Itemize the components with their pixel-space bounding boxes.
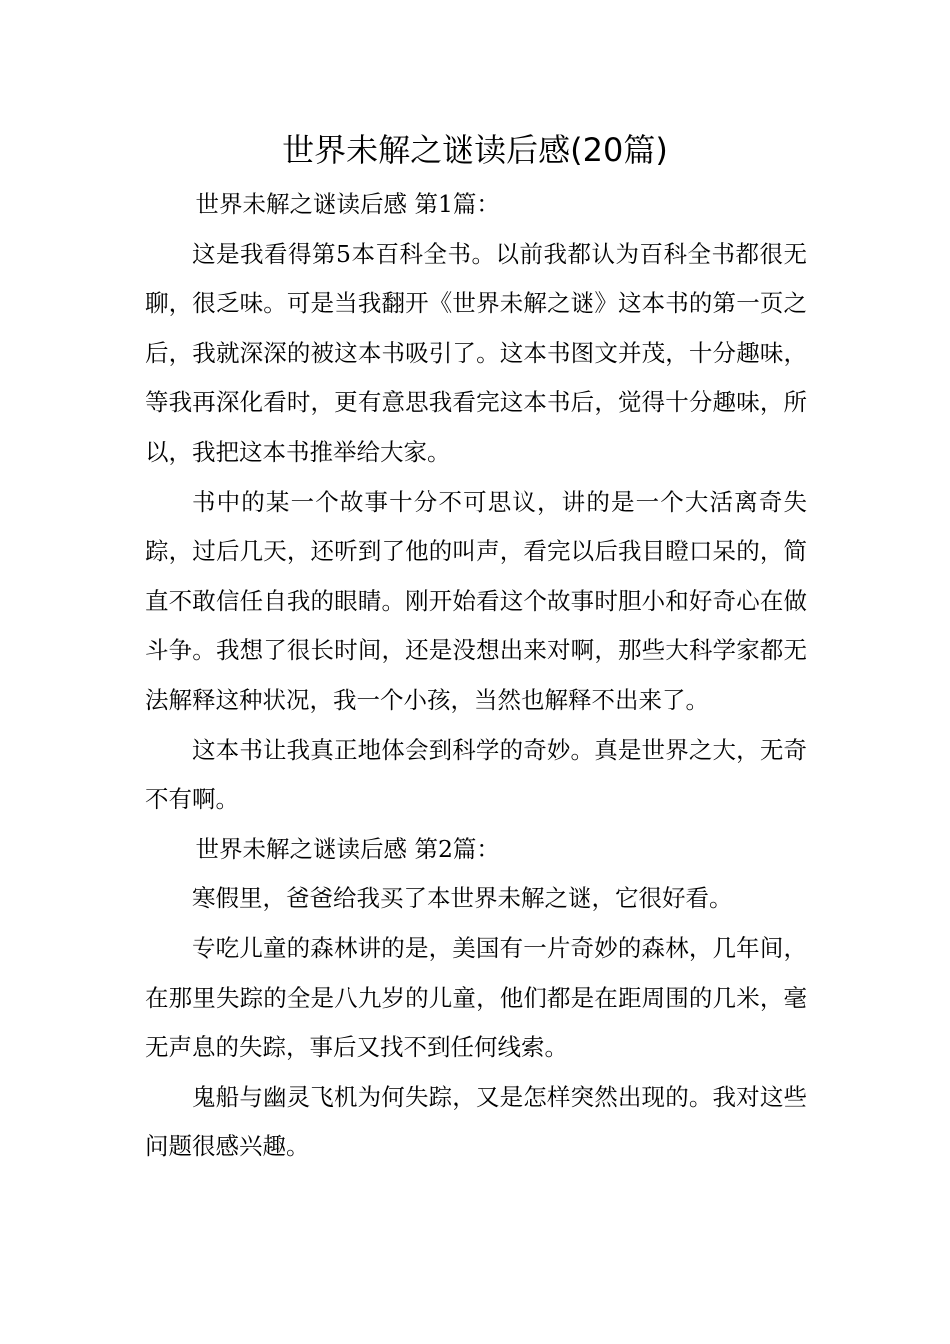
document-body [145,180,807,1172]
paragraph: 专吃儿童的森林讲的是，美国有一片奇妙的森林，几年间，在那里失踪的全是八九岁的儿童，他们都是在距周围的几米，毫无声息的失踪，事后又找不到任何线索。 [145,933,807,1062]
paragraph: 这是我看得第5本百科全书。以前我都认为百科全书都很无聊，很乏味。可是当我翻开《世界未解之谜》这本书的第一页之后，我就深深的被这本书吸引了。这本书图文并茂，十分趣味，等我再深化看时，更有意思我看完这本书后，觉得十分趣味，所以，我把这本书推举给大家。 [145,239,807,466]
paragraph: 这本书让我真正地体会到科学的奇妙。真是世界之大，无奇不有啊。 [145,735,807,814]
section-heading-2: 世界未解之谜读后感 第2篇： [195,834,500,863]
paragraph: 鬼船与幽灵飞机为何失踪，又是怎样突然出现的。我对这些问题很感兴趣。 [145,1082,807,1161]
document-title: 世界未解之谜读后感(20篇) [282,131,668,169]
paragraph: 书中的某一个故事十分不可思议，讲的是一个大活离奇失踪，过后几天，还听到了他的叫声，看完以后我目瞪口呆的，简直不敢信任自我的眼睛。刚开始看这个故事时胆小和好奇心在做斗争。我想了很长时间，还是没想出来对啊，那些大科学家都无法解释这种状况，我一个小孩，当然也解释不出来了。 [145,487,807,714]
paragraph: 寒假里，爸爸给我买了本世界未解之谜，它很好看。 [192,884,733,913]
section-heading-1: 世界未解之谜读后感 第1篇： [195,190,500,218]
